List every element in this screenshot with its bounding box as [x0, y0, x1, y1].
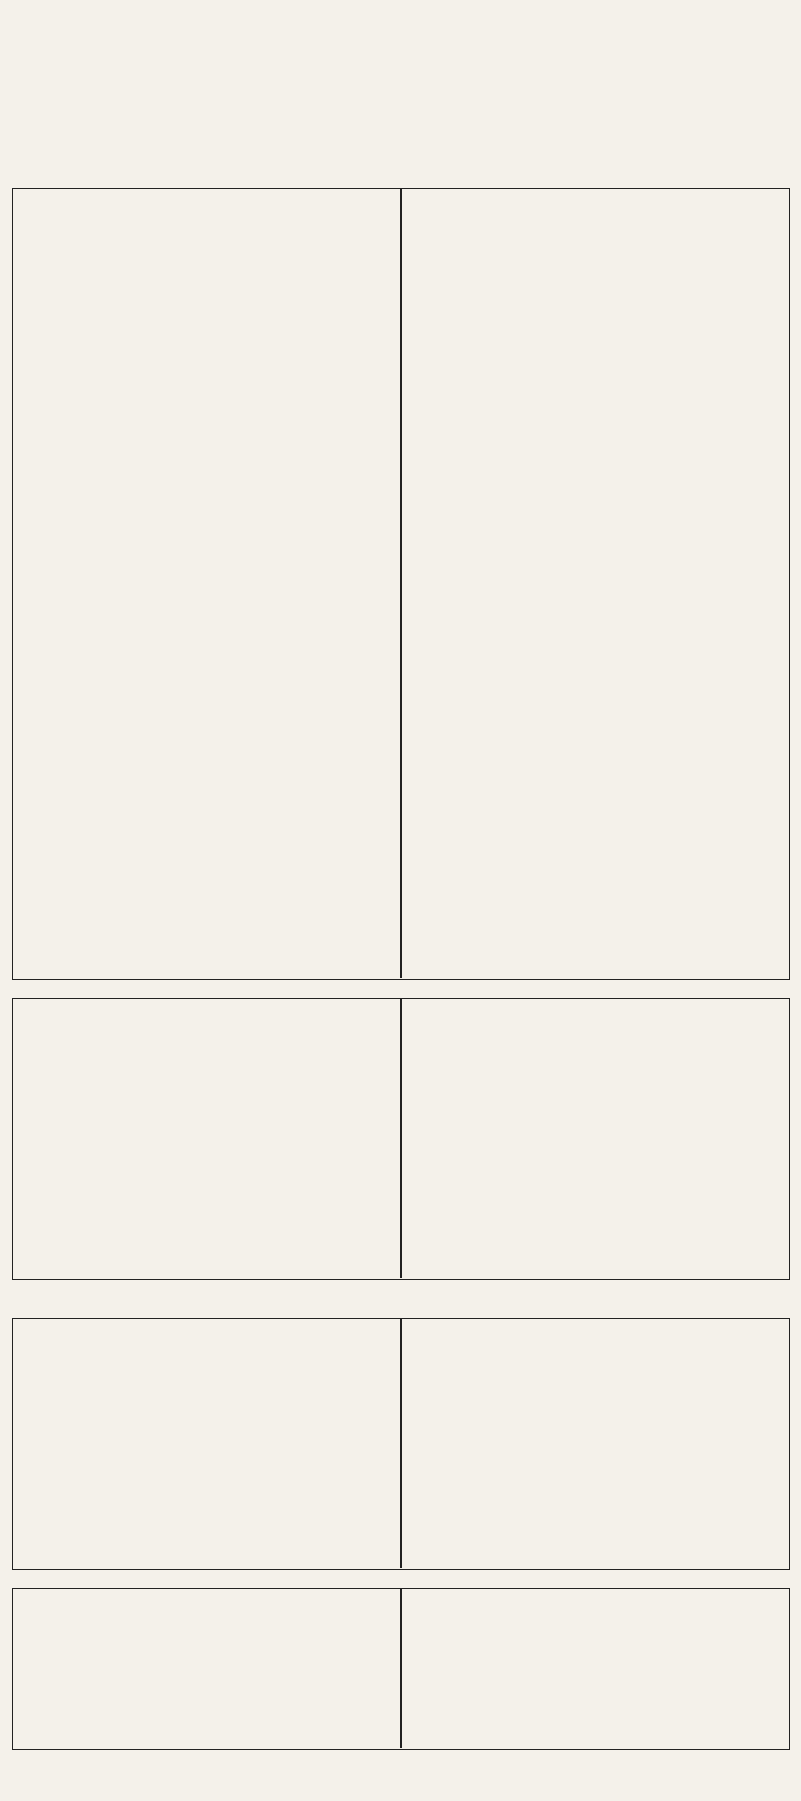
farming-center-divider: [400, 1318, 402, 1568]
condition-center-divider: [400, 1588, 402, 1748]
building-center-divider: [400, 998, 402, 1278]
maintenance-center-divider: [400, 188, 402, 978]
